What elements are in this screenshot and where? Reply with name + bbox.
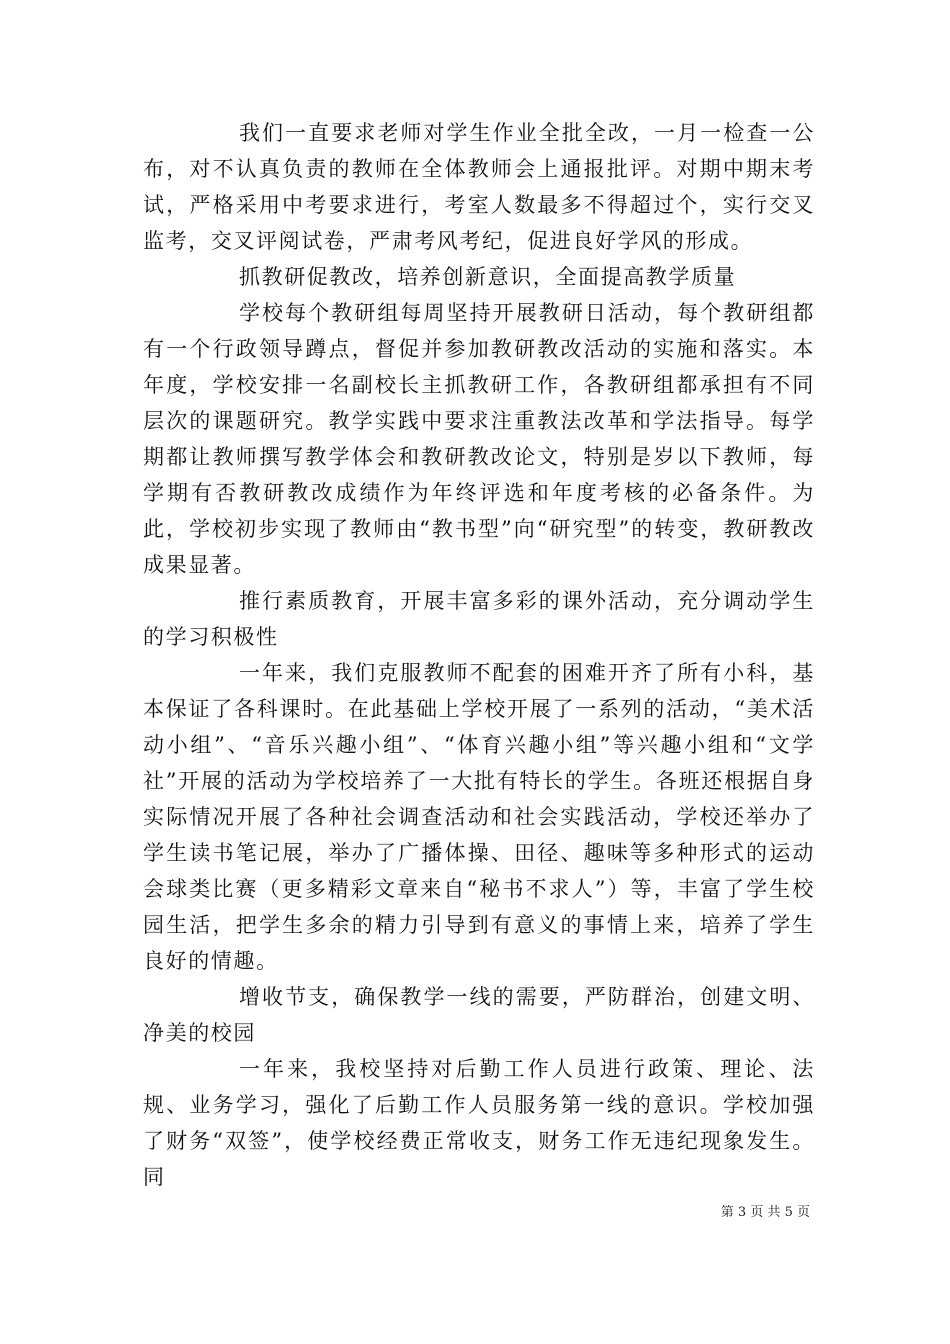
paragraph: 一年来，我校坚持对后勤工作人员进行政策、理论、法规、业务学习，强化了后勤工作人员服务第一线的意识。学校加强了财务“双签”，使学校经费正常收支，财务工作无违纪现象发生。同: [143, 1057, 815, 1189]
document-body: [143, 115, 815, 1195]
paragraph: 一年来，我们克服教师不配套的困难开齐了所有小科，基本保证了各科课时。在此基础上学校开展了一系列的活动，“美术活动小组”、“音乐兴趣小组”、“体育兴趣小组”等兴趣小组和“文学社”开展的活动为学校培养了一大批有特长的学生。各班还根据自身实际情况开展了各种社会调查活动和社会实践活动，学校还举办了学生读书笔记展，举办了广播体操、田径、趣味等多种形式的运动会球类比赛（更多精彩文章来自“秘书不求人”）等，丰富了学生校园生活，把学生多余的精力引导到有意义的事情上来，培养了学生良好的情趣。: [143, 661, 815, 973]
paragraph: 学校每个教研组每周坚持开展教研日活动，每个教研组都有一个行政领导蹲点，督促并参加教研教改活动的实施和落实。本年度，学校安排一名副校长主抓教研工作，各教研组都承担有不同层次的课题研究。教学实践中要求注重教法改革和学法指导。每学期都让教师撰写教学体会和教研教改论文，特别是岁以下教师，每学期有否教研教改成绩作为年终评选和年度考核的必备条件。为此，学校初步实现了教师由“教书型”向“研究型”的转变，教研教改成果显著。: [143, 301, 815, 577]
page-number-footer: 第 3 页 共 5 页: [720, 1205, 810, 1220]
section-heading: 增收节支，确保教学一线的需要，严防群治，创建文明、净美的校园: [143, 985, 815, 1045]
paragraph: 我们一直要求老师对学生作业全批全改，一月一检查一公布，对不认真负责的教师在全体教师会上通报批评。对期中期末考试，严格采用中考要求进行，考室人数最多不得超过个，实行交叉监考，交叉评阅试卷，严肃考风考纪，促进良好学风的形成。: [143, 121, 815, 253]
section-heading: 推行素质教育，开展丰富多彩的课外活动，充分调动学生的学习积极性: [143, 589, 815, 649]
section-heading: 抓教研促教改，培养创新意识，全面提高教学质量: [239, 265, 737, 289]
